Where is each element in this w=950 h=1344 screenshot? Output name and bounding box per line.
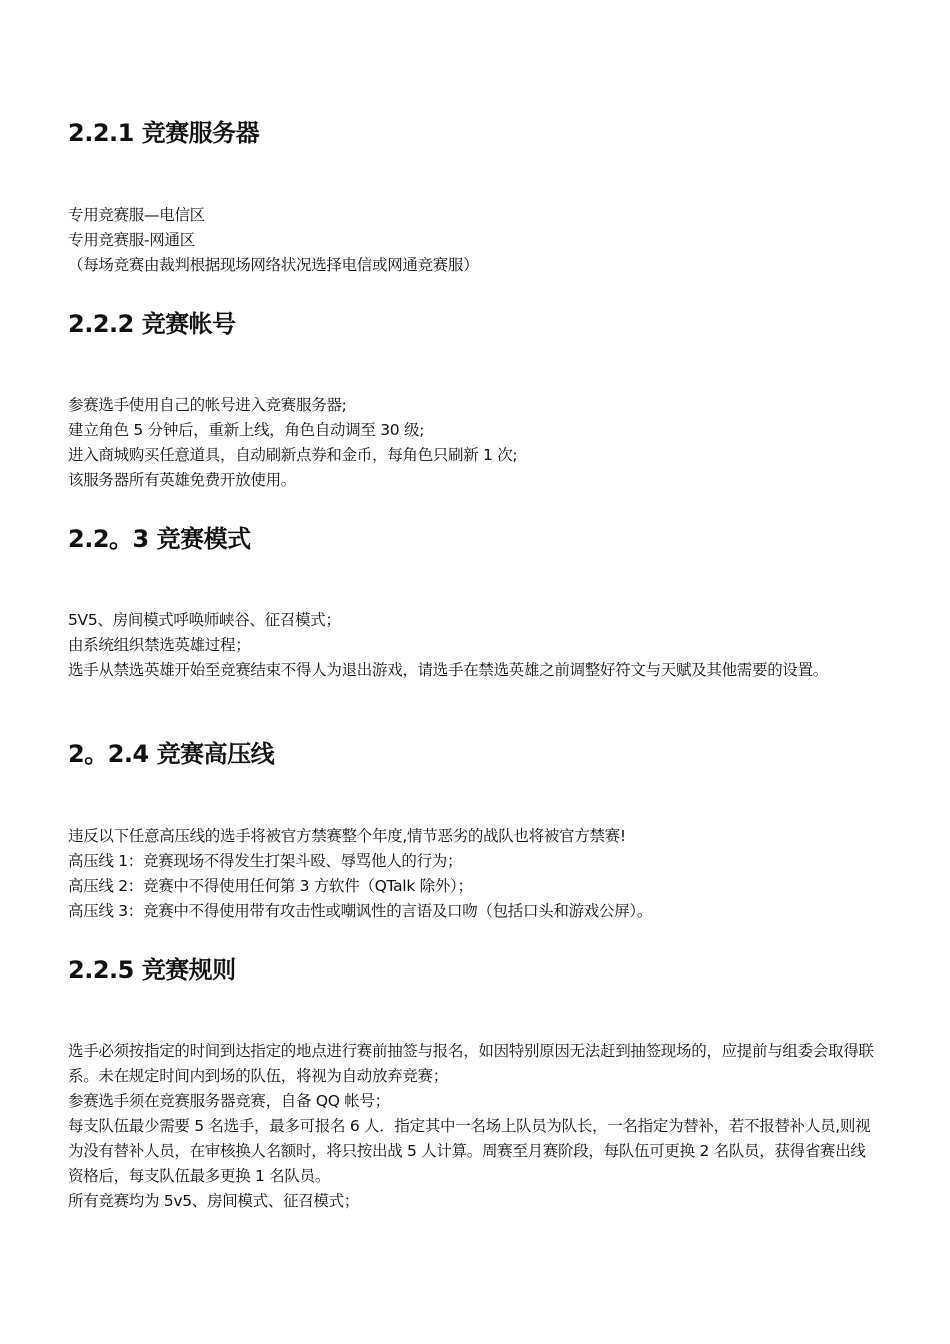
section-body [68,608,878,683]
section-body [68,824,878,924]
body-line: 选手必须按指定的时间到达指定的地点进行赛前抽签与报名，如因特别原因无法赶到抽签现场的，应提前与组委会取得联系。未在规定时间内到场的队伍，将视为自动放弃竞赛； [68,1042,874,1085]
section-body [68,203,878,278]
section-body [68,393,878,493]
body-line: 所有竞赛均为 5v5、房间模式、征召模式； [68,1192,360,1210]
body-line: 每支队伍最少需要 5 名选手，最多可报名 6 人．指定其中一名场上队员为队长，一名指定为替补，若不报替补人员,则视为没有替补人员，在审核换人名额时，将只按出战 5 人计算。周赛至月赛阶段，每队伍可更换 2 名队员，获得省赛出线资格后，每支队伍最多更换 1 名队员。 [68,1117,871,1185]
section-competition-account [68,309,878,489]
body-line: 该服务器所有英雄免费开放使用。 [68,471,297,489]
body-line: 参赛选手须在竞赛服务器竞赛，自备 QQ 帐号； [68,1092,390,1110]
section-competition-mode [68,524,878,679]
section-heading: 2。2.4 竞赛高压线 [68,740,275,768]
body-line: 由系统组织禁选英雄过程； [68,636,251,654]
body-line: 参赛选手使用自己的帐号进入竞赛服务器; [68,396,347,414]
section-heading: 2.2.2 竞赛帐号 [68,310,236,338]
body-line: （每场竞赛由裁判根据现场网络状况选择电信或网通竞赛服） [68,256,479,274]
section-competition-rules [68,955,878,1210]
section-competition-server [68,118,878,274]
section-heading: 2.2.5 竞赛规则 [68,956,236,984]
body-line: 专用竞赛服-网通区 [68,231,195,249]
section-heading: 2.2.1 竞赛服务器 [68,119,260,147]
body-line: 违反以下任意高压线的选手将被官方禁赛整个年度,情节恶劣的战队也将被官方禁赛! [68,827,626,845]
body-line: 高压线 2：竞赛中不得使用任何第 3 方软件（QTalk 除外）； [68,877,473,895]
body-line: 选手从禁选英雄开始至竞赛结束不得人为退出游戏，请选手在禁选英雄之前调整好符文与天赋及其他需要的设置。 [68,661,829,679]
body-line: 建立角色 5 分钟后，重新上线，角色自动调至 30 级; [68,421,425,439]
body-line: 进入商城购买任意道具，自动刷新点券和金币，每角色只刷新 1 次; [68,446,518,464]
section-heading: 2.2。3 竞赛模式 [68,525,251,553]
body-line: 专用竞赛服—电信区 [68,206,205,224]
body-line: 高压线 1：竞赛现场不得发生打架斗殴、辱骂他人的行为； [68,852,463,870]
body-line: 高压线 3：竞赛中不得使用带有攻击性或嘲讽性的言语及口吻（包括口头和游戏公屏）。 [68,902,653,920]
body-line: 5V5、房间模式呼唤师峡谷、征召模式； [68,611,341,629]
section-body [68,1039,878,1214]
section-competition-redline [68,739,878,920]
